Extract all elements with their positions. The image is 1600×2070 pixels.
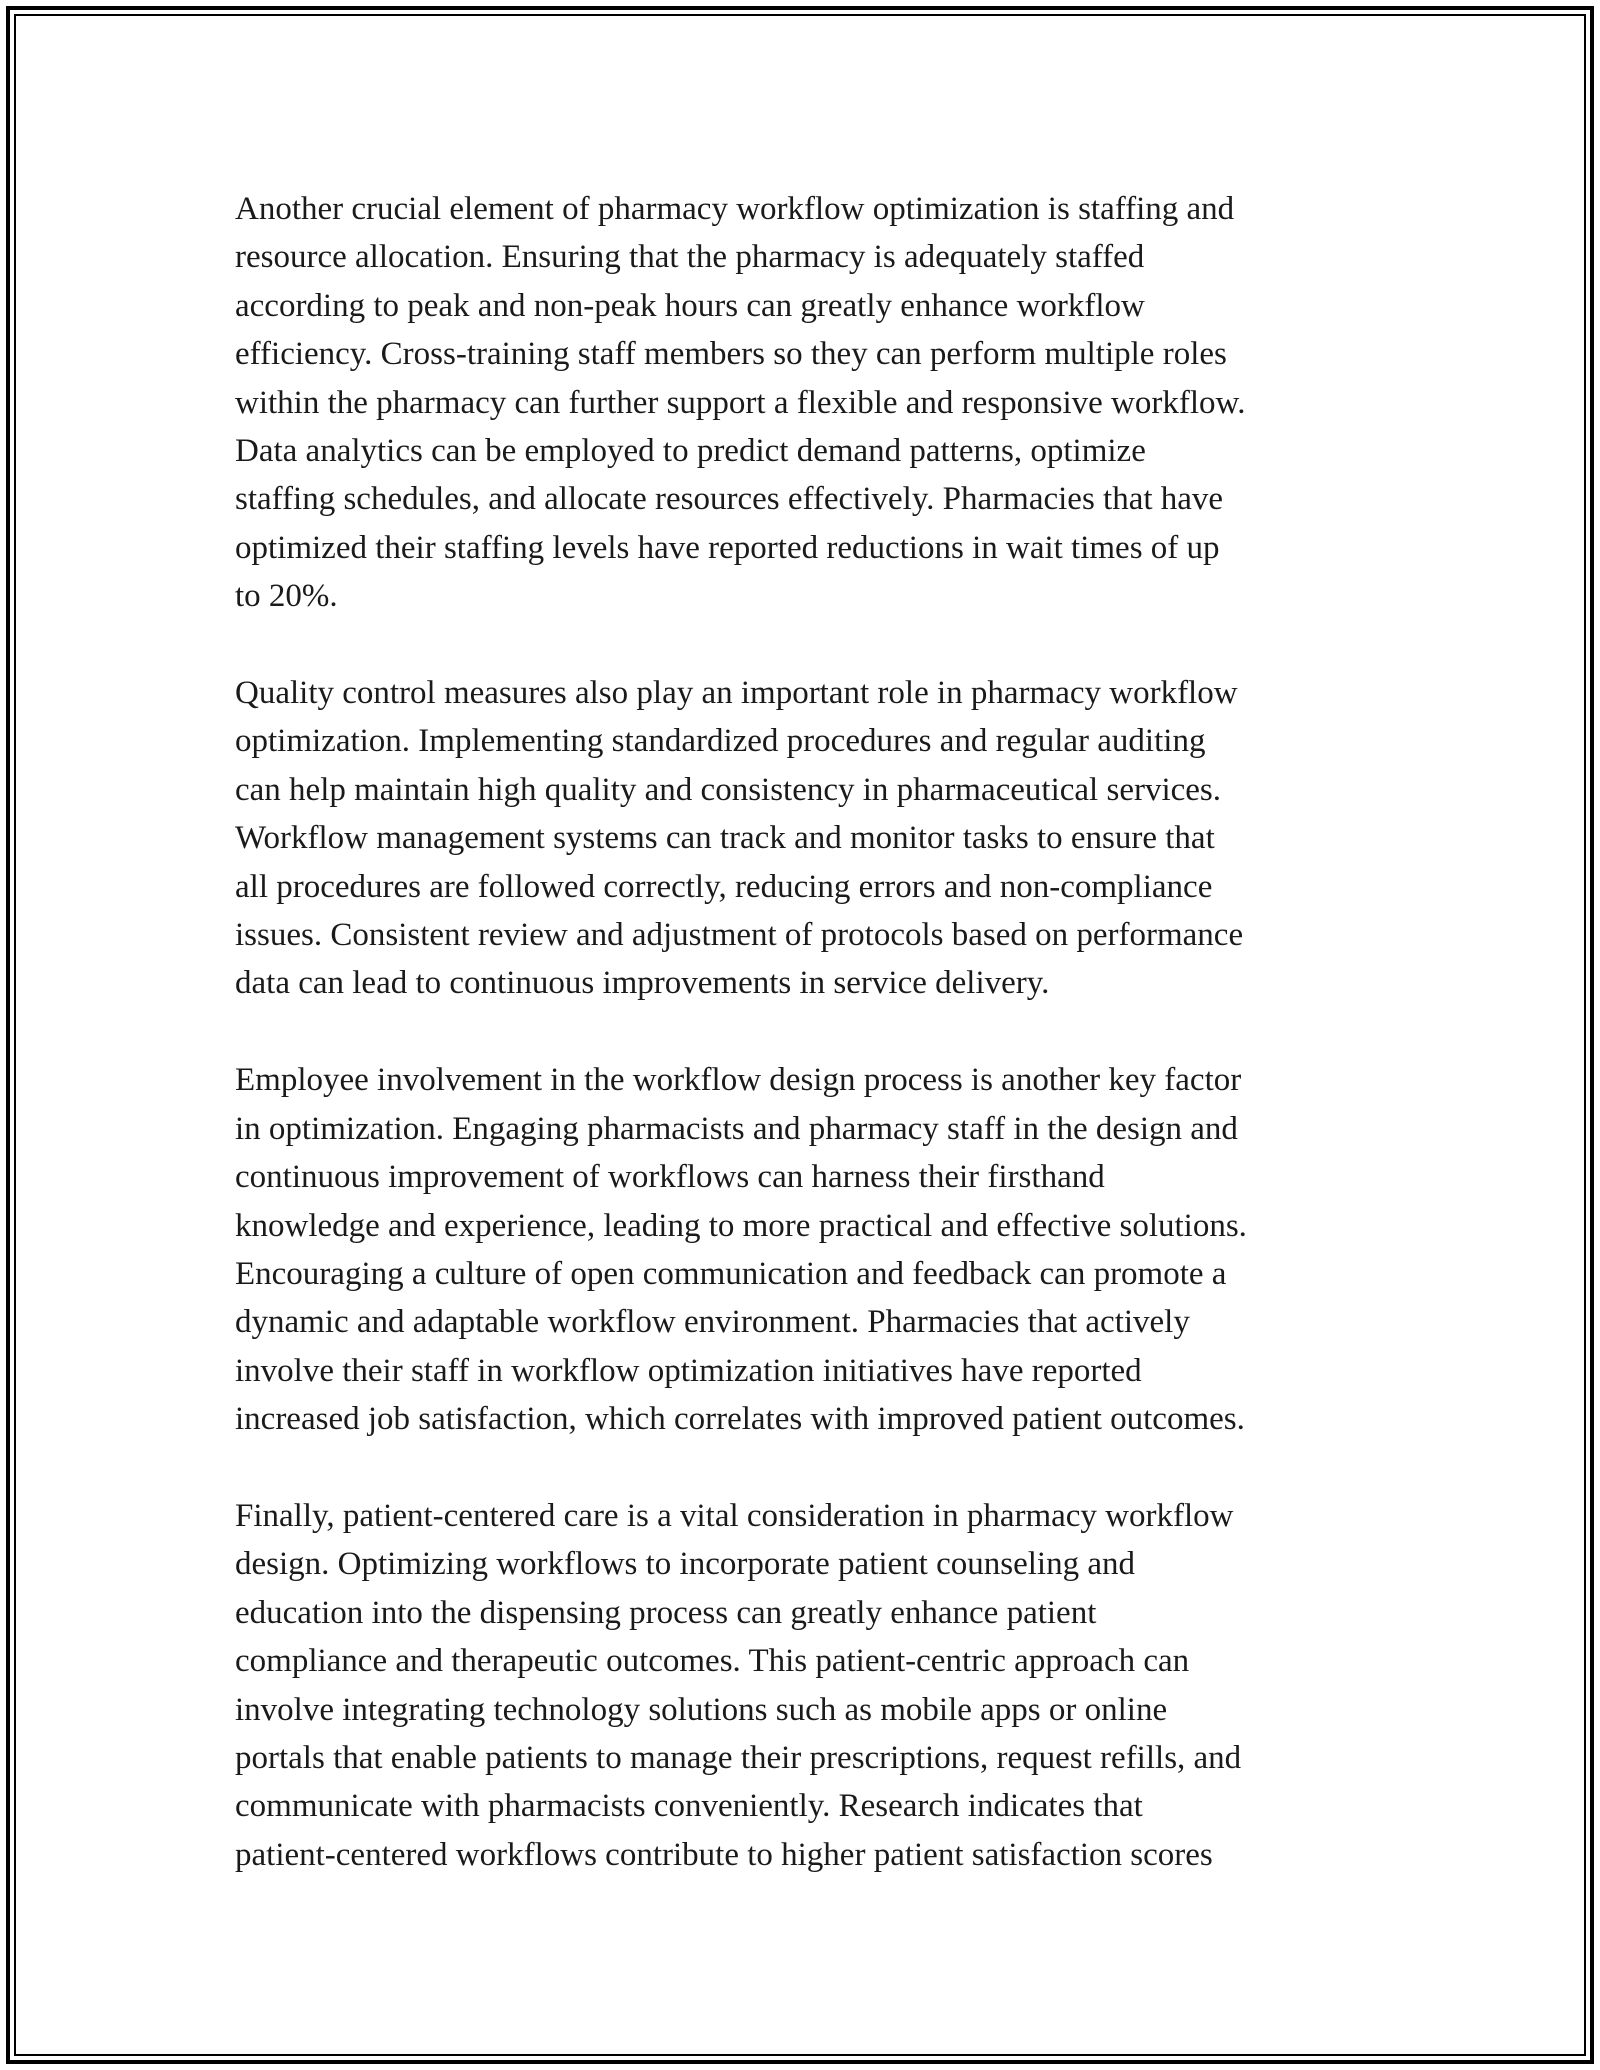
text-line: in optimization. Engaging pharmacists and pharmacy staff in the design and — [235, 1110, 1238, 1147]
text-line: Quality control measures also play an important role in pharmacy workflow — [235, 675, 1238, 712]
text-line: optimization. Implementing standardized procedures and regular auditing — [235, 723, 1206, 760]
text-line: all procedures are followed correctly, reducing errors and non-compliance — [235, 868, 1213, 905]
text-line: issues. Consistent review and adjustment of protocols based on performance — [235, 917, 1244, 954]
paragraph-staffing — [235, 185, 1415, 621]
text-line: within the pharmacy can further support a flexible and responsive workflow. — [235, 384, 1246, 421]
text-line: resource allocation. Ensuring that the pharmacy is adequately staffed — [235, 239, 1145, 276]
text-line: Employee involvement in the workflow design process is another key factor — [235, 1062, 1242, 1099]
text-line: increased job satisfaction, which correlates with improved patient outcomes. — [235, 1401, 1245, 1438]
text-line: Encouraging a culture of open communication and feedback can promote a — [235, 1255, 1227, 1292]
document-body — [235, 185, 1415, 1928]
text-line: education into the dispensing process can greatly enhance patient — [235, 1594, 1097, 1631]
text-line: to 20%. — [235, 578, 338, 615]
text-line: optimized their staffing levels have reported reductions in wait times of up — [235, 529, 1220, 566]
text-line: patient-centered workflows contribute to higher patient satisfaction scores — [235, 1836, 1213, 1873]
text-line: according to peak and non-peak hours can greatly enhance workflow — [235, 287, 1145, 324]
text-line: Finally, patient-centered care is a vital consideration in pharmacy workflow — [235, 1497, 1234, 1534]
text-line: staffing schedules, and allocate resources effectively. Pharmacies that have — [235, 481, 1224, 518]
text-line: involve integrating technology solutions such as mobile apps or online — [235, 1691, 1168, 1728]
text-line: compliance and therapeutic outcomes. This patient-centric approach can — [235, 1643, 1190, 1680]
text-line: involve their staff in workflow optimization initiatives have reported — [235, 1352, 1142, 1389]
paragraph-quality-control — [235, 669, 1415, 1008]
text-line: knowledge and experience, leading to more practical and effective solutions. — [235, 1207, 1247, 1244]
paragraph-employee-involvement — [235, 1056, 1415, 1443]
text-line: communicate with pharmacists conveniently. Research indicates that — [235, 1788, 1143, 1825]
text-line: design. Optimizing workflows to incorporate patient counseling and — [235, 1546, 1135, 1583]
text-line: Another crucial element of pharmacy workflow optimization is staffing and — [235, 191, 1235, 227]
text-line: Data analytics can be employed to predict demand patterns, optimize — [235, 433, 1146, 470]
text-line: Workflow management systems can track and monitor tasks to ensure that — [235, 820, 1215, 857]
text-line: efficiency. Cross-training staff members so they can perform multiple roles — [235, 336, 1227, 373]
text-line: data can lead to continuous improvements in service delivery. — [235, 965, 1050, 1002]
text-line: can help maintain high quality and consistency in pharmaceutical services. — [235, 771, 1222, 808]
paragraph-patient-centered-care — [235, 1492, 1415, 1879]
text-line: continuous improvement of workflows can harness their firsthand — [235, 1159, 1105, 1196]
text-line: dynamic and adaptable workflow environment. Pharmacies that actively — [235, 1304, 1190, 1341]
text-line: portals that enable patients to manage their prescriptions, request refills, and — [235, 1739, 1242, 1776]
